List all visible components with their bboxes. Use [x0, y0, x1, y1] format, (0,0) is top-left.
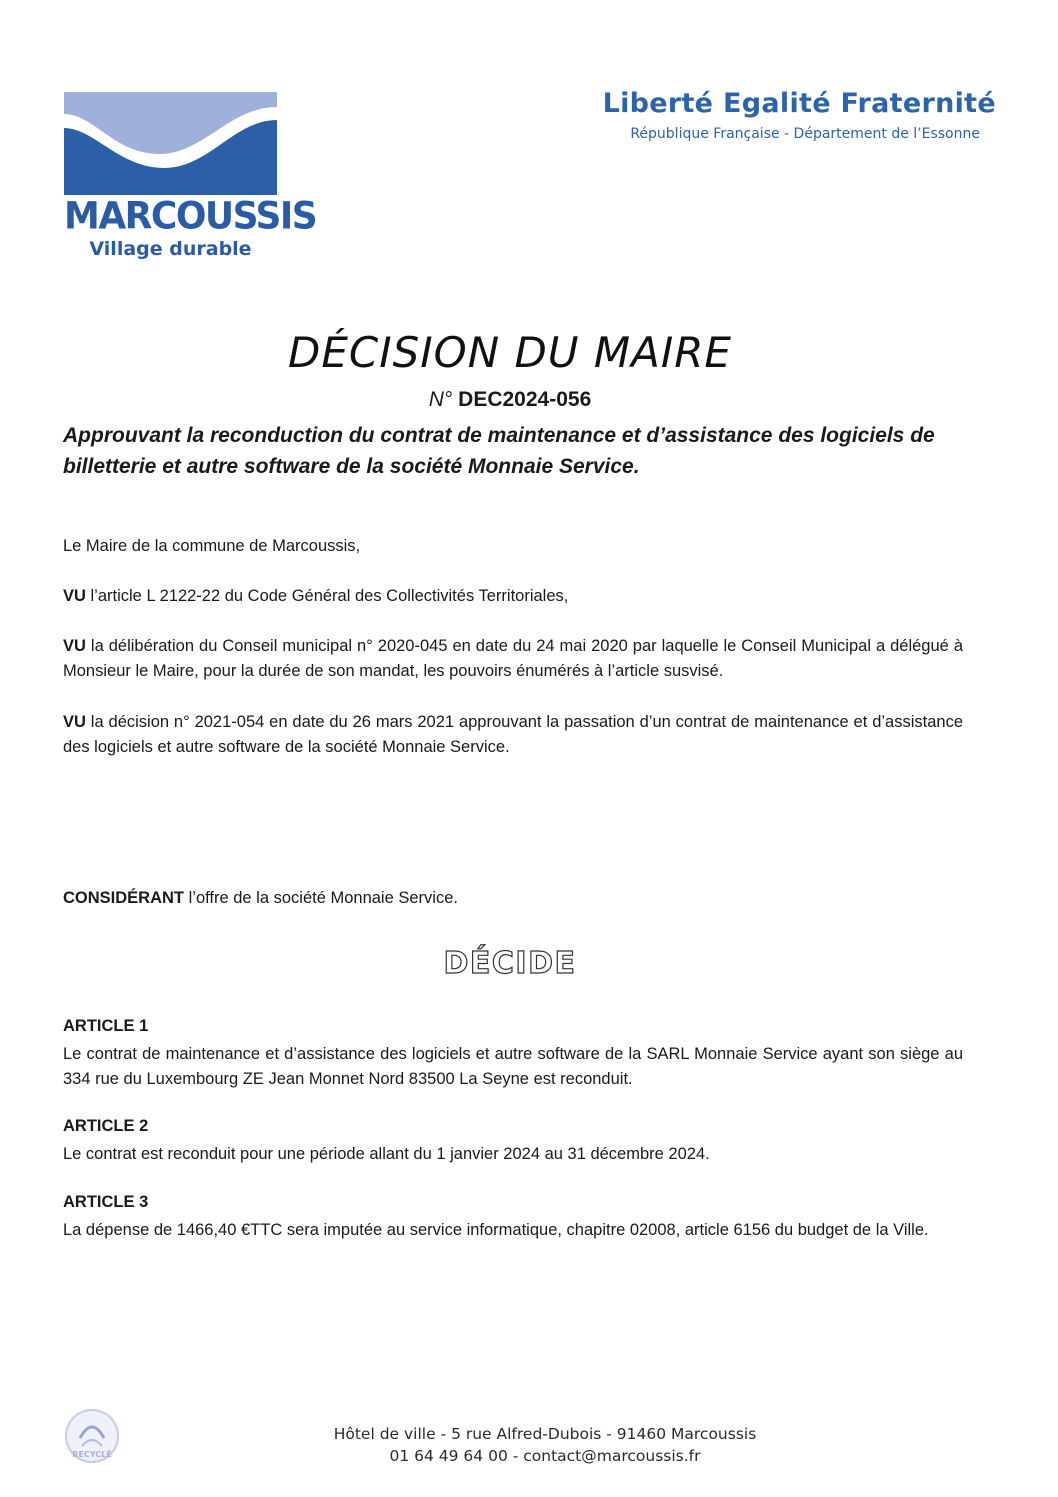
considerant-paragraph — [63, 886, 963, 911]
vu-text: la décision n° 2021-054 en date du 26 mars 2021 approuvant la passation d’un contrat de maintenance et d’assistance des logiciels et autre software de la société Monnaie Service. — [63, 713, 963, 756]
footer-address: Hôtel de ville - 5 rue Alfred-Dubois - 91460 Marcoussis — [333, 1425, 757, 1443]
marcoussis-logo — [64, 92, 317, 264]
article-heading: ARTICLE 2 — [63, 1117, 149, 1135]
republic-motto: Liberté Egalité Fraternité — [602, 88, 996, 119]
vu-text: la délibération du Conseil municipal n° 2020-045 en date du 24 mai 2020 par laquelle le Conseil Municipal a délégué à Monsieur le Maire, pour la durée de son mandat, les pouvoirs énumérés à l’article susvisé. — [63, 637, 963, 680]
republic-subtitle: République Française - Département de l’Essonne — [630, 126, 980, 142]
recycled-paper-icon — [64, 1408, 120, 1464]
number-value: DEC2024-056 — [458, 388, 592, 411]
svg-text:RECYCLÉ: RECYCLÉ — [72, 1450, 112, 1459]
document-title: DÉCISION DU MAIRE — [288, 328, 732, 377]
decide-heading: DÉCIDE — [443, 946, 577, 981]
decision-number — [0, 388, 1020, 412]
vu-label: VU — [63, 637, 86, 655]
article-text: La dépense de 1466,40 €TTC sera imputée au service informatique, chapitre 02008, article 6156 du budget de la Ville. — [63, 1221, 929, 1239]
vu-text: l’article L 2122-22 du Code Général des Collectivités Territoriales, — [90, 587, 569, 605]
wave-logo-icon — [64, 92, 277, 195]
article-text: Le contrat de maintenance et d’assistance des logiciels et autre software de la SARL Monnaie Service ayant son siège au 334 rue du Luxembourg ZE Jean Monnet Nord 83500 La Seyne est reconduit. — [63, 1045, 963, 1088]
vu-label: VU — [63, 587, 86, 605]
intro-paragraph: Le Maire de la commune de Marcoussis, — [63, 537, 361, 555]
article-heading: ARTICLE 3 — [63, 1193, 149, 1211]
vu-label: VU — [63, 713, 86, 731]
considerant-label: CONSIDÉRANT — [63, 889, 185, 907]
vu-paragraph — [63, 710, 963, 760]
article-heading: ARTICLE 1 — [63, 1017, 149, 1035]
article-text: Le contrat est reconduit pour une période allant du 1 janvier 2024 au 31 décembre 2024. — [63, 1145, 710, 1163]
vu-paragraph — [63, 584, 963, 609]
considerant-text: l’offre de la société Monnaie Service. — [188, 889, 458, 907]
decision-subject: Approuvant la reconduction du contrat de maintenance et d’assistance des logiciels de billetterie et autre software de la société Monnaie Service. — [63, 424, 935, 478]
footer-contact: 01 64 49 64 00 - contact@marcoussis.fr — [389, 1447, 701, 1465]
number-prefix: N° — [428, 388, 453, 411]
logo-tagline: Village durable — [89, 238, 252, 260]
vu-paragraph — [63, 634, 963, 684]
logo-name: MARCOUSSIS — [64, 194, 317, 239]
